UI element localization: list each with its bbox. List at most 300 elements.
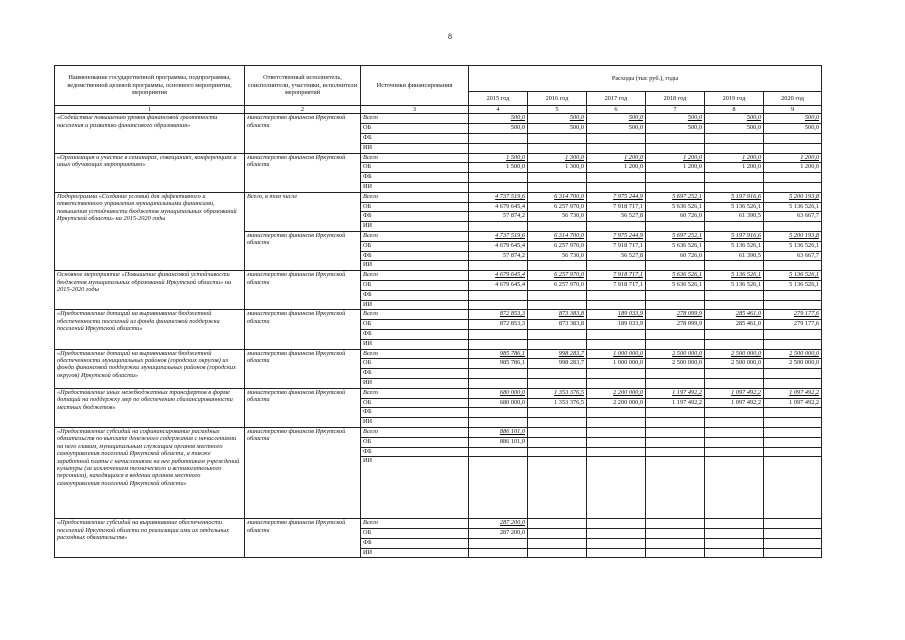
value-cell [528,388,587,398]
value-text: 5 136 526,1 [731,202,761,210]
table-row [55,271,822,281]
value-cell [646,310,705,320]
value-cell [528,427,587,437]
value-text: 4 737 519,6 [495,231,525,239]
value-cell [587,349,646,359]
value-cell [646,143,705,153]
value-cell [587,182,646,192]
value-cell [469,398,528,408]
value-cell [705,388,764,398]
value-text: 285 461,0 [735,310,761,318]
value-text: 2 500 000,0 [789,349,820,357]
value-cell [646,202,705,212]
value-text: 4 679 645,4 [495,202,525,210]
value-cell [469,457,528,519]
value-cell [469,300,528,310]
source-cell: ОБ [361,320,469,330]
value-cell [469,427,528,437]
value-cell [528,173,587,183]
value-text: 60 726,0 [679,251,702,259]
header-year: 2015 год [469,92,528,106]
value-cell [764,457,822,519]
source-cell: ОБ [361,280,469,290]
value-text: 873 383,8 [558,310,584,318]
source-cell: ФБ [361,447,469,457]
value-cell [587,261,646,271]
value-cell [528,212,587,222]
value-cell [587,427,646,437]
value-text: 285 461,0 [735,320,761,328]
source-cell: ФБ [361,251,469,261]
value-cell [646,447,705,457]
source-cell: ОБ [361,124,469,134]
value-text: 287 200,0 [499,529,525,537]
value-text: 4 679 645,4 [495,241,525,249]
value-cell [469,271,528,281]
value-text: 7 918 717,1 [613,271,643,279]
value-cell [646,548,705,558]
value-cell [646,271,705,281]
table-row [55,114,822,124]
value-cell [764,408,822,418]
value-cell [587,529,646,539]
value-text: 1 500,0 [506,163,525,171]
value-cell [528,519,587,529]
value-cell [587,447,646,457]
value-cell [469,310,528,320]
value-cell [646,378,705,388]
value-cell [764,538,822,548]
value-cell [705,538,764,548]
value-cell [528,339,587,349]
value-text: 5 136 526,1 [789,241,820,249]
value-cell [646,192,705,202]
value-text: 5 636 526,1 [672,241,702,249]
value-cell [705,290,764,300]
source-cell: ФБ [361,212,469,222]
value-cell [469,437,528,447]
value-cell [705,329,764,339]
column-number: 1 [55,106,245,114]
source-cell: ФБ [361,173,469,183]
value-cell [587,320,646,330]
value-cell [469,251,528,261]
value-cell [646,427,705,437]
value-cell [705,212,764,222]
value-text: 998 283,7 [558,349,584,357]
value-cell [764,290,822,300]
column-number: 2 [245,106,361,114]
value-text: 500,0 [804,124,820,132]
budget-table [54,65,822,558]
value-cell [764,241,822,251]
value-cell [705,114,764,124]
value-cell [705,251,764,261]
value-cell [469,153,528,163]
value-text: 7 975 244,9 [613,231,643,239]
source-cell: Всего [361,310,469,320]
value-text: 998 283,7 [558,359,584,367]
value-cell [646,124,705,134]
value-cell [587,300,646,310]
value-cell [705,437,764,447]
value-cell [646,408,705,418]
source-cell: ОБ [361,398,469,408]
value-cell [587,437,646,447]
value-text: 5 200 193,8 [789,192,820,200]
header-source: Источники финансирования [361,66,469,106]
value-text: 63 667,7 [797,212,820,220]
value-cell [528,329,587,339]
value-cell [705,339,764,349]
value-cell [646,329,705,339]
executor-cell: министерство финансов Иркутской области [245,231,361,270]
value-cell [469,124,528,134]
value-text: 5 636 526,1 [672,202,702,210]
value-cell [469,538,528,548]
table-row [55,388,822,398]
value-text: 6 314 700,0 [554,192,584,200]
value-text: 1 200,0 [800,163,820,171]
value-cell [705,398,764,408]
value-cell [646,114,705,124]
value-text: 4 737 519,6 [495,192,525,200]
source-cell: ИИ [361,378,469,388]
value-cell [705,548,764,558]
value-cell [646,280,705,290]
program-description: «Предоставление субсидий на выравнивание обеспеченности поселений Иркутской области по реализации ими их отдельных расходных обязательств» [55,519,245,558]
value-text: 5 136 526,1 [789,271,820,279]
value-cell [587,114,646,124]
value-cell [764,329,822,339]
value-cell [587,222,646,232]
value-text: 5 136 526,1 [789,202,820,210]
value-text: 2 500 000,0 [672,349,702,357]
value-cell [764,359,822,369]
value-text: 500,0 [569,124,584,132]
value-cell [764,300,822,310]
value-cell [646,173,705,183]
value-cell [705,280,764,290]
value-text: 2 500 000,0 [731,349,761,357]
value-cell [587,134,646,144]
value-text: 5 197 916,6 [731,192,761,200]
value-cell [646,398,705,408]
value-cell [528,114,587,124]
header-year: 2019 год [705,92,764,106]
value-cell [705,163,764,173]
value-cell [528,182,587,192]
value-text: 61 390,5 [738,251,761,259]
value-cell [528,192,587,202]
value-cell [587,457,646,519]
value-cell [705,408,764,418]
value-cell [764,173,822,183]
value-cell [764,280,822,290]
value-cell [469,408,528,418]
value-cell [469,182,528,192]
value-cell [764,114,822,124]
value-cell [587,192,646,202]
value-text: 1 500,0 [506,153,525,161]
value-text: 1 353 376,5 [554,388,584,396]
value-text: 6 257 970,0 [554,280,584,288]
value-cell [528,369,587,379]
value-cell [587,212,646,222]
value-cell [469,320,528,330]
value-cell [646,529,705,539]
value-cell [646,241,705,251]
value-cell [587,369,646,379]
value-text: 873 383,8 [558,320,584,328]
value-cell [469,339,528,349]
value-cell [646,349,705,359]
value-text: 278 099,9 [676,310,702,318]
program-description: «Предоставление дотаций на выравнивание бюджетной обеспеченности муниципальных районов (городских округов) из фонда финансовой поддержки муниципальных районов (городских округов) Иркутской области» [55,349,245,388]
value-cell [764,378,822,388]
table-row [55,519,822,529]
value-cell [646,388,705,398]
value-cell [528,290,587,300]
value-cell [469,378,528,388]
value-cell [528,310,587,320]
value-text: 5 136 526,1 [731,280,761,288]
value-cell [764,182,822,192]
value-text: 1 200,0 [683,163,702,171]
value-text: 1 097 492,2 [789,388,820,396]
value-cell [587,241,646,251]
column-number: 8 [705,106,764,114]
value-cell [705,153,764,163]
value-cell [587,153,646,163]
value-text: 1 000 000,0 [613,349,643,357]
value-text: 4 679 645,4 [495,271,525,279]
value-text: 1 000 000,0 [613,359,643,367]
value-cell [528,241,587,251]
value-cell [469,241,528,251]
value-text: 1 200,0 [624,153,643,161]
value-cell [646,437,705,447]
value-cell [705,519,764,529]
value-cell [528,447,587,457]
column-number: 7 [646,106,705,114]
header-expenses: Расходы (тыс руб.), годы [469,66,822,92]
value-cell [705,124,764,134]
value-text: 5 697 252,1 [672,231,702,239]
source-cell: ИИ [361,300,469,310]
value-cell [528,378,587,388]
value-text: 56 527,8 [620,212,643,220]
value-text: 6 314 700,0 [554,231,584,239]
value-cell [705,378,764,388]
value-cell [764,163,822,173]
value-cell [764,388,822,398]
value-cell [469,359,528,369]
source-cell: ОБ [361,163,469,173]
source-cell: Всего [361,114,469,124]
program-description: Основное мероприятие «Повышение финансовой устойчивости бюджетов муниципальных образований Иркутской области» на 2015-2020 годы [55,271,245,310]
source-cell: ОБ [361,529,469,539]
value-cell [587,378,646,388]
value-cell [705,349,764,359]
value-cell [587,359,646,369]
value-text: 57 874,2 [502,212,525,220]
value-cell [646,212,705,222]
value-cell [528,261,587,271]
value-cell [646,538,705,548]
program-description: Подпрограмма «Создание условий для эффективного и ответственного управления муниципальными финансами, повышения устойчивости бюджетов муниципальных образований Иркутской области» на 2015-2020 годы [55,192,245,270]
value-text: 5 636 526,1 [672,280,702,288]
value-cell [528,134,587,144]
value-text: 5 136 526,1 [731,241,761,249]
header-program: Наименование государственной программы, подпрограммы, ведомственной целевой программы, основного мероприятия, мероприятия [55,66,245,106]
value-cell [469,388,528,398]
column-number: 4 [469,106,528,114]
value-text: 5 136 526,1 [731,271,761,279]
header-year: 2016 год [528,92,587,106]
value-text: 680 000,0 [499,388,525,396]
source-cell: ИИ [361,339,469,349]
value-cell [528,359,587,369]
value-text: 7 918 717,1 [613,241,643,249]
value-text: 1 197 492,2 [672,398,702,406]
value-cell [764,339,822,349]
value-cell [528,163,587,173]
value-cell [587,271,646,281]
value-text: 279 177,6 [793,320,820,328]
value-cell [469,519,528,529]
value-cell [469,222,528,232]
value-cell [646,339,705,349]
value-text: 500,0 [510,114,525,122]
value-cell [587,398,646,408]
table-row [55,349,822,359]
value-cell [705,359,764,369]
value-text: 278 099,9 [676,320,702,328]
value-cell [764,447,822,457]
value-cell [705,310,764,320]
value-cell [705,231,764,241]
source-cell: Всего [361,192,469,202]
value-text: 5 636 526,1 [672,271,702,279]
value-cell [528,251,587,261]
value-cell [764,398,822,408]
executor-cell: министерство финансов Иркутской области [245,153,361,192]
value-cell [469,202,528,212]
source-cell: Всего [361,153,469,163]
value-cell [764,134,822,144]
value-text: 1 200,0 [800,153,820,161]
value-cell [587,290,646,300]
value-cell [469,163,528,173]
value-cell [764,231,822,241]
value-cell [646,231,705,241]
value-text: 872 853,3 [499,320,525,328]
value-cell [646,222,705,232]
table-row [55,153,822,163]
value-cell [469,290,528,300]
value-cell [646,134,705,144]
value-cell [764,418,822,428]
value-cell [528,280,587,290]
source-cell: ОБ [361,359,469,369]
source-cell: ОБ [361,202,469,212]
value-cell [764,320,822,330]
value-cell [705,447,764,457]
value-cell [469,173,528,183]
source-cell: ИИ [361,143,469,153]
value-cell [587,329,646,339]
value-cell [469,548,528,558]
value-text: 500,0 [746,124,761,132]
value-cell [528,231,587,241]
value-text: 1 200,0 [742,153,761,161]
value-cell [705,427,764,437]
executor-cell: министерство финансов Иркутской области [245,310,361,349]
value-text: 500,0 [687,124,702,132]
value-cell [705,261,764,271]
value-cell [469,114,528,124]
value-text: 872 853,3 [499,310,525,318]
value-cell [705,369,764,379]
value-text: 1 200,0 [624,163,643,171]
value-text: 2 200 000,0 [613,388,643,396]
source-cell: ФБ [361,134,469,144]
table-row [55,192,822,202]
program-description: «Предоставление иных межбюджетных трансфертов в форме дотаций на поддержку мер по обеспечению сбалансированности местных бюджетов» [55,388,245,427]
value-cell [469,418,528,428]
value-cell [469,261,528,271]
value-text: 1 200,0 [683,153,702,161]
value-text: 1 097 492,2 [731,398,761,406]
source-cell: Всего [361,427,469,437]
value-text: 7 918 717,1 [613,202,643,210]
source-cell: ИИ [361,418,469,428]
value-cell [528,548,587,558]
value-cell [528,143,587,153]
value-text: 7 918 717,1 [613,280,643,288]
column-number: 5 [528,106,587,114]
value-cell [764,310,822,320]
value-cell [646,261,705,271]
value-text: 2 200 000,0 [613,398,643,406]
value-cell [469,134,528,144]
source-cell: ОБ [361,241,469,251]
value-text: 61 390,5 [738,212,761,220]
value-cell [528,538,587,548]
value-cell [705,418,764,428]
value-cell [705,300,764,310]
value-cell [646,320,705,330]
value-cell [646,457,705,519]
source-cell: ИИ [361,182,469,192]
source-cell: ФБ [361,408,469,418]
value-text: 189 033,9 [617,320,643,328]
column-number: 9 [764,106,822,114]
value-cell [469,280,528,290]
value-text: 680 000,0 [499,398,525,406]
value-cell [764,519,822,529]
value-cell [587,538,646,548]
value-text: 1 097 492,2 [731,388,761,396]
value-text: 500,0 [746,114,761,122]
program-description: «Организация и участие в семинарах, совещаниях, конференциях и иных обучающих мероприятиях» [55,153,245,192]
value-text: 886 101,0 [499,427,525,435]
value-text: 279 177,6 [793,310,820,318]
value-cell [646,359,705,369]
value-cell [764,427,822,437]
source-cell: ИИ [361,222,469,232]
